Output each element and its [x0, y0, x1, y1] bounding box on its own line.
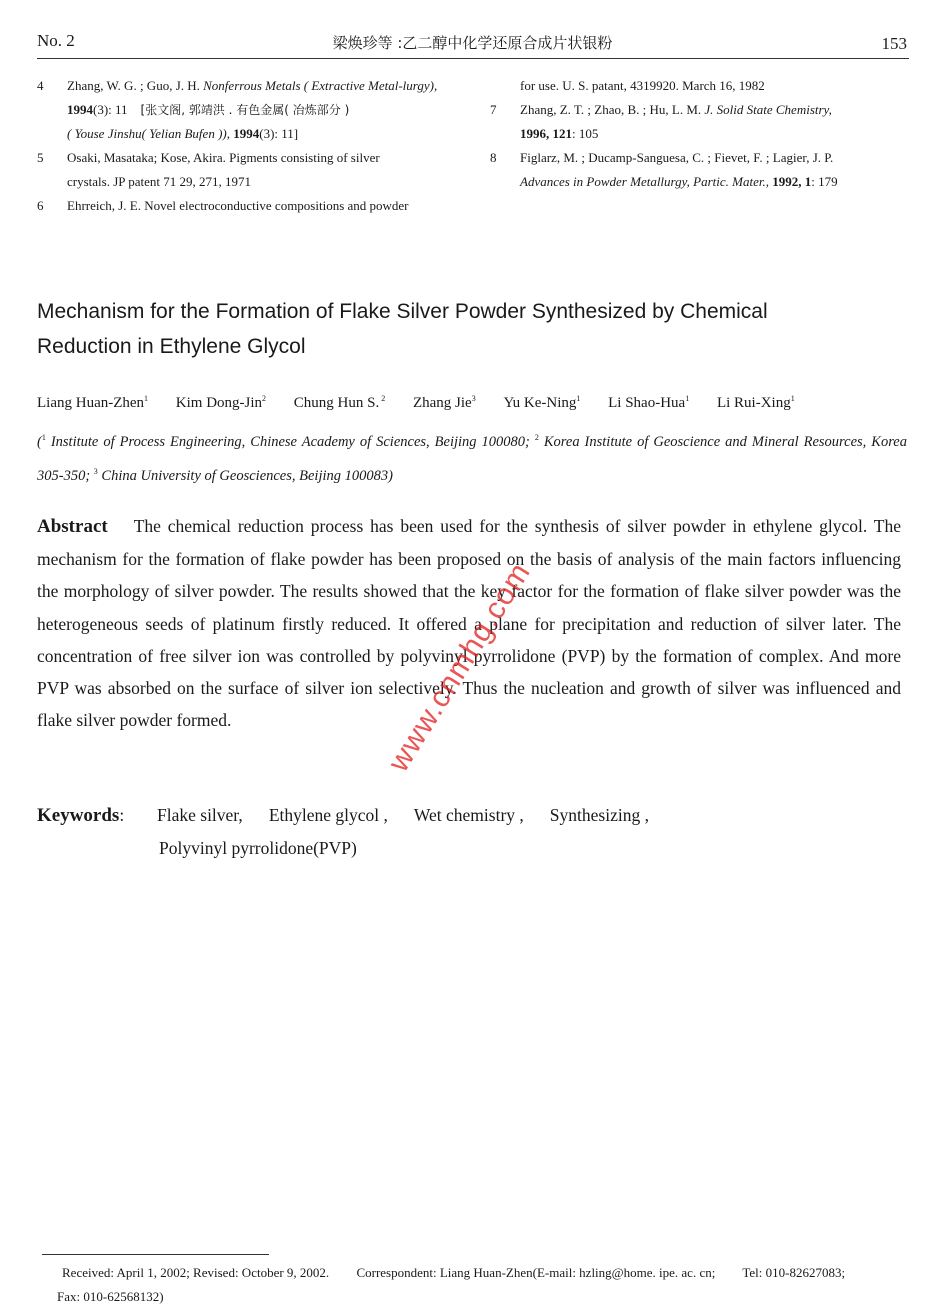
- keyword: Ethylene glycol ,: [268, 805, 388, 825]
- reference-5: [37, 146, 457, 194]
- reference-text: Ehrreich, J. E. Novel electroconductive compositions and powder: [67, 198, 409, 213]
- affiliation-mark: 3: [93, 466, 98, 476]
- reference-number: 4: [37, 78, 44, 93]
- author: [37, 394, 148, 412]
- author-name: Kim Dong-Jin: [175, 395, 263, 411]
- author: [608, 394, 689, 412]
- affiliation-mark: 1: [41, 433, 46, 442]
- author: [503, 394, 580, 412]
- author-list: [37, 394, 917, 412]
- author: [717, 394, 795, 412]
- reference-journal: J. Solid State Chemistry,: [704, 102, 832, 117]
- running-title: 梁焕珍等 :乙二醇中化学还原合成片状银粉: [332, 34, 613, 52]
- footnote: [62, 1265, 869, 1281]
- reference-4: [37, 74, 457, 146]
- reference-number: 8: [490, 150, 497, 165]
- reference-number: 7: [490, 102, 497, 117]
- reference-text: for use. U. S. patant, 4319920. March 16, 1982: [520, 78, 765, 93]
- reference-pages: (3): 11]: [259, 126, 299, 141]
- reference-number: 6: [37, 198, 44, 213]
- author-affiliation-mark: 2: [262, 394, 267, 403]
- reference-year: 1994: [67, 102, 93, 117]
- author-name: Liang Huan-Zhen: [37, 395, 145, 411]
- author-affiliation-mark: 2: [379, 394, 386, 403]
- reference-journal: Advances in Powder Metallurgy, Partic. Mater.,: [520, 174, 769, 189]
- keyword: Flake silver,: [157, 805, 243, 825]
- reference-chinese: [张文阁, 郭靖洪 . 有色金属( 冶炼部分 ): [140, 103, 350, 117]
- reference-authors: Zhang, W. G. ; Guo, J. H.: [67, 78, 204, 93]
- affiliation-open-paren: (: [37, 433, 42, 450]
- affiliation-3: China University of Geosciences, Beijing 100083: [97, 467, 389, 484]
- correspondent: Correspondent: Liang Huan-Zhen(E-mail: hzling@home. ipe. ac. cn;: [356, 1265, 716, 1280]
- reference-year: 1992, 1: [769, 174, 812, 189]
- page-number: 153: [881, 34, 907, 53]
- issue-number: No. 2: [37, 31, 75, 50]
- received-date: Received: April 1, 2002; Revised: October 9, 2002.: [62, 1265, 330, 1280]
- reference-text: crystals. JP patent 71 29, 271, 1971: [67, 174, 252, 189]
- author-name: Chung Hun S.: [293, 395, 380, 411]
- reference-pages: (3): 11: [93, 102, 141, 117]
- author-affiliation-mark: 3: [471, 394, 476, 403]
- author: [294, 394, 385, 412]
- keywords-row: [37, 799, 837, 832]
- reference-journal-pinyin: ( Youse Jinshu( Yelian Bufen )),: [67, 126, 230, 141]
- keywords-colon: :: [119, 805, 125, 825]
- title-line-1: Mechanism for the Formation of Flake Silver Powder Synthesized by Chemical: [37, 300, 768, 323]
- reference-pages: : 179: [811, 174, 838, 189]
- reference-year: 1994: [229, 126, 260, 141]
- keywords-row-2: [37, 832, 837, 864]
- author-affiliation-mark: 1: [790, 394, 795, 403]
- author-name: Li Shao-Hua: [608, 395, 686, 411]
- reference-text: Osaki, Masataka; Kose, Akira. Pigments consisting of silver: [67, 150, 380, 165]
- reference-journal: Nonferrous Metals ( Extractive Metal-lurgy),: [203, 78, 438, 93]
- reference-pages: : 105: [572, 126, 599, 141]
- author: [413, 394, 476, 412]
- reference-number: 5: [37, 150, 44, 165]
- author-affiliation-mark: 1: [576, 394, 581, 403]
- affiliation-mark: 2: [534, 433, 539, 442]
- header-rule: [37, 58, 909, 59]
- affiliation-2: Korea Institute of Geoscience and Mineral Resources, Korea 305-350;: [37, 433, 907, 484]
- reference-authors: Figlarz, M. ; Ducamp-Sanguesa, C. ; Fievet, F. ; Lagier, J. P.: [520, 150, 834, 165]
- author-name: Yu Ke-Ning: [503, 395, 577, 411]
- author-name: Li Rui-Xing: [716, 395, 791, 411]
- reference-authors: Zhang, Z. T. ; Zhao, B. ; Hu, L. M.: [520, 102, 705, 117]
- references-right-column: [490, 74, 905, 194]
- author-affiliation-mark: 1: [144, 394, 149, 403]
- reference-6: [37, 194, 457, 218]
- keyword: Wet chemistry ,: [413, 805, 524, 825]
- reference-6-continued: [490, 74, 905, 98]
- keywords-lead: [37, 799, 157, 832]
- affiliation-1: Institute of Process Engineering, Chinese Academy of Sciences, Beijing 100080;: [45, 433, 535, 450]
- abstract-label: Abstract: [37, 516, 108, 537]
- author-name: Zhang Jie: [412, 395, 472, 411]
- references-left-column: [37, 74, 457, 218]
- reference-year: 1996, 121: [520, 126, 572, 141]
- footnote-fax: Fax: 010-62568132): [57, 1289, 164, 1304]
- title-line-2: Reduction in Ethylene Glycol: [37, 335, 306, 358]
- abstract-text: The chemical reduction process has been used for the synthesis of silver powder in ethylene glycol. The mechanism for the formation of flake powder has been proposed on the basis of analysis of the main factors influencing the morphology of silver powder. The results showed that the key factor for the formation of flake silver powder was the heterogeneous seeds of platinum firstly reduced. It offered a plane for precipitation and reduction of silver later. The concentration of free silver ion was controlled by polyvinyl pyrrolidone (PVP) by the formation of complex. And more PVP was absorbed on the surface of silver ion selectively. Thus the nucleation and growth of silver was influenced and flake silver powder formed.: [37, 516, 901, 731]
- footnote-rule: [42, 1254, 269, 1255]
- keyword: Synthesizing ,: [549, 805, 649, 825]
- telephone: Tel: 010-82627083;: [742, 1265, 846, 1280]
- paper-title: [37, 294, 817, 364]
- keywords: [37, 799, 837, 864]
- author: [176, 394, 266, 412]
- watermark: www.cnmhg.com: [382, 556, 538, 778]
- author-affiliation-mark: 1: [685, 394, 690, 403]
- reference-7: [490, 98, 905, 146]
- keyword: Polyvinyl pyrrolidone(PVP): [159, 838, 357, 858]
- keywords-label: Keywords: [37, 805, 120, 826]
- reference-8: [490, 146, 905, 194]
- affiliations: [37, 423, 907, 491]
- affiliation-close-paren: ): [388, 467, 393, 484]
